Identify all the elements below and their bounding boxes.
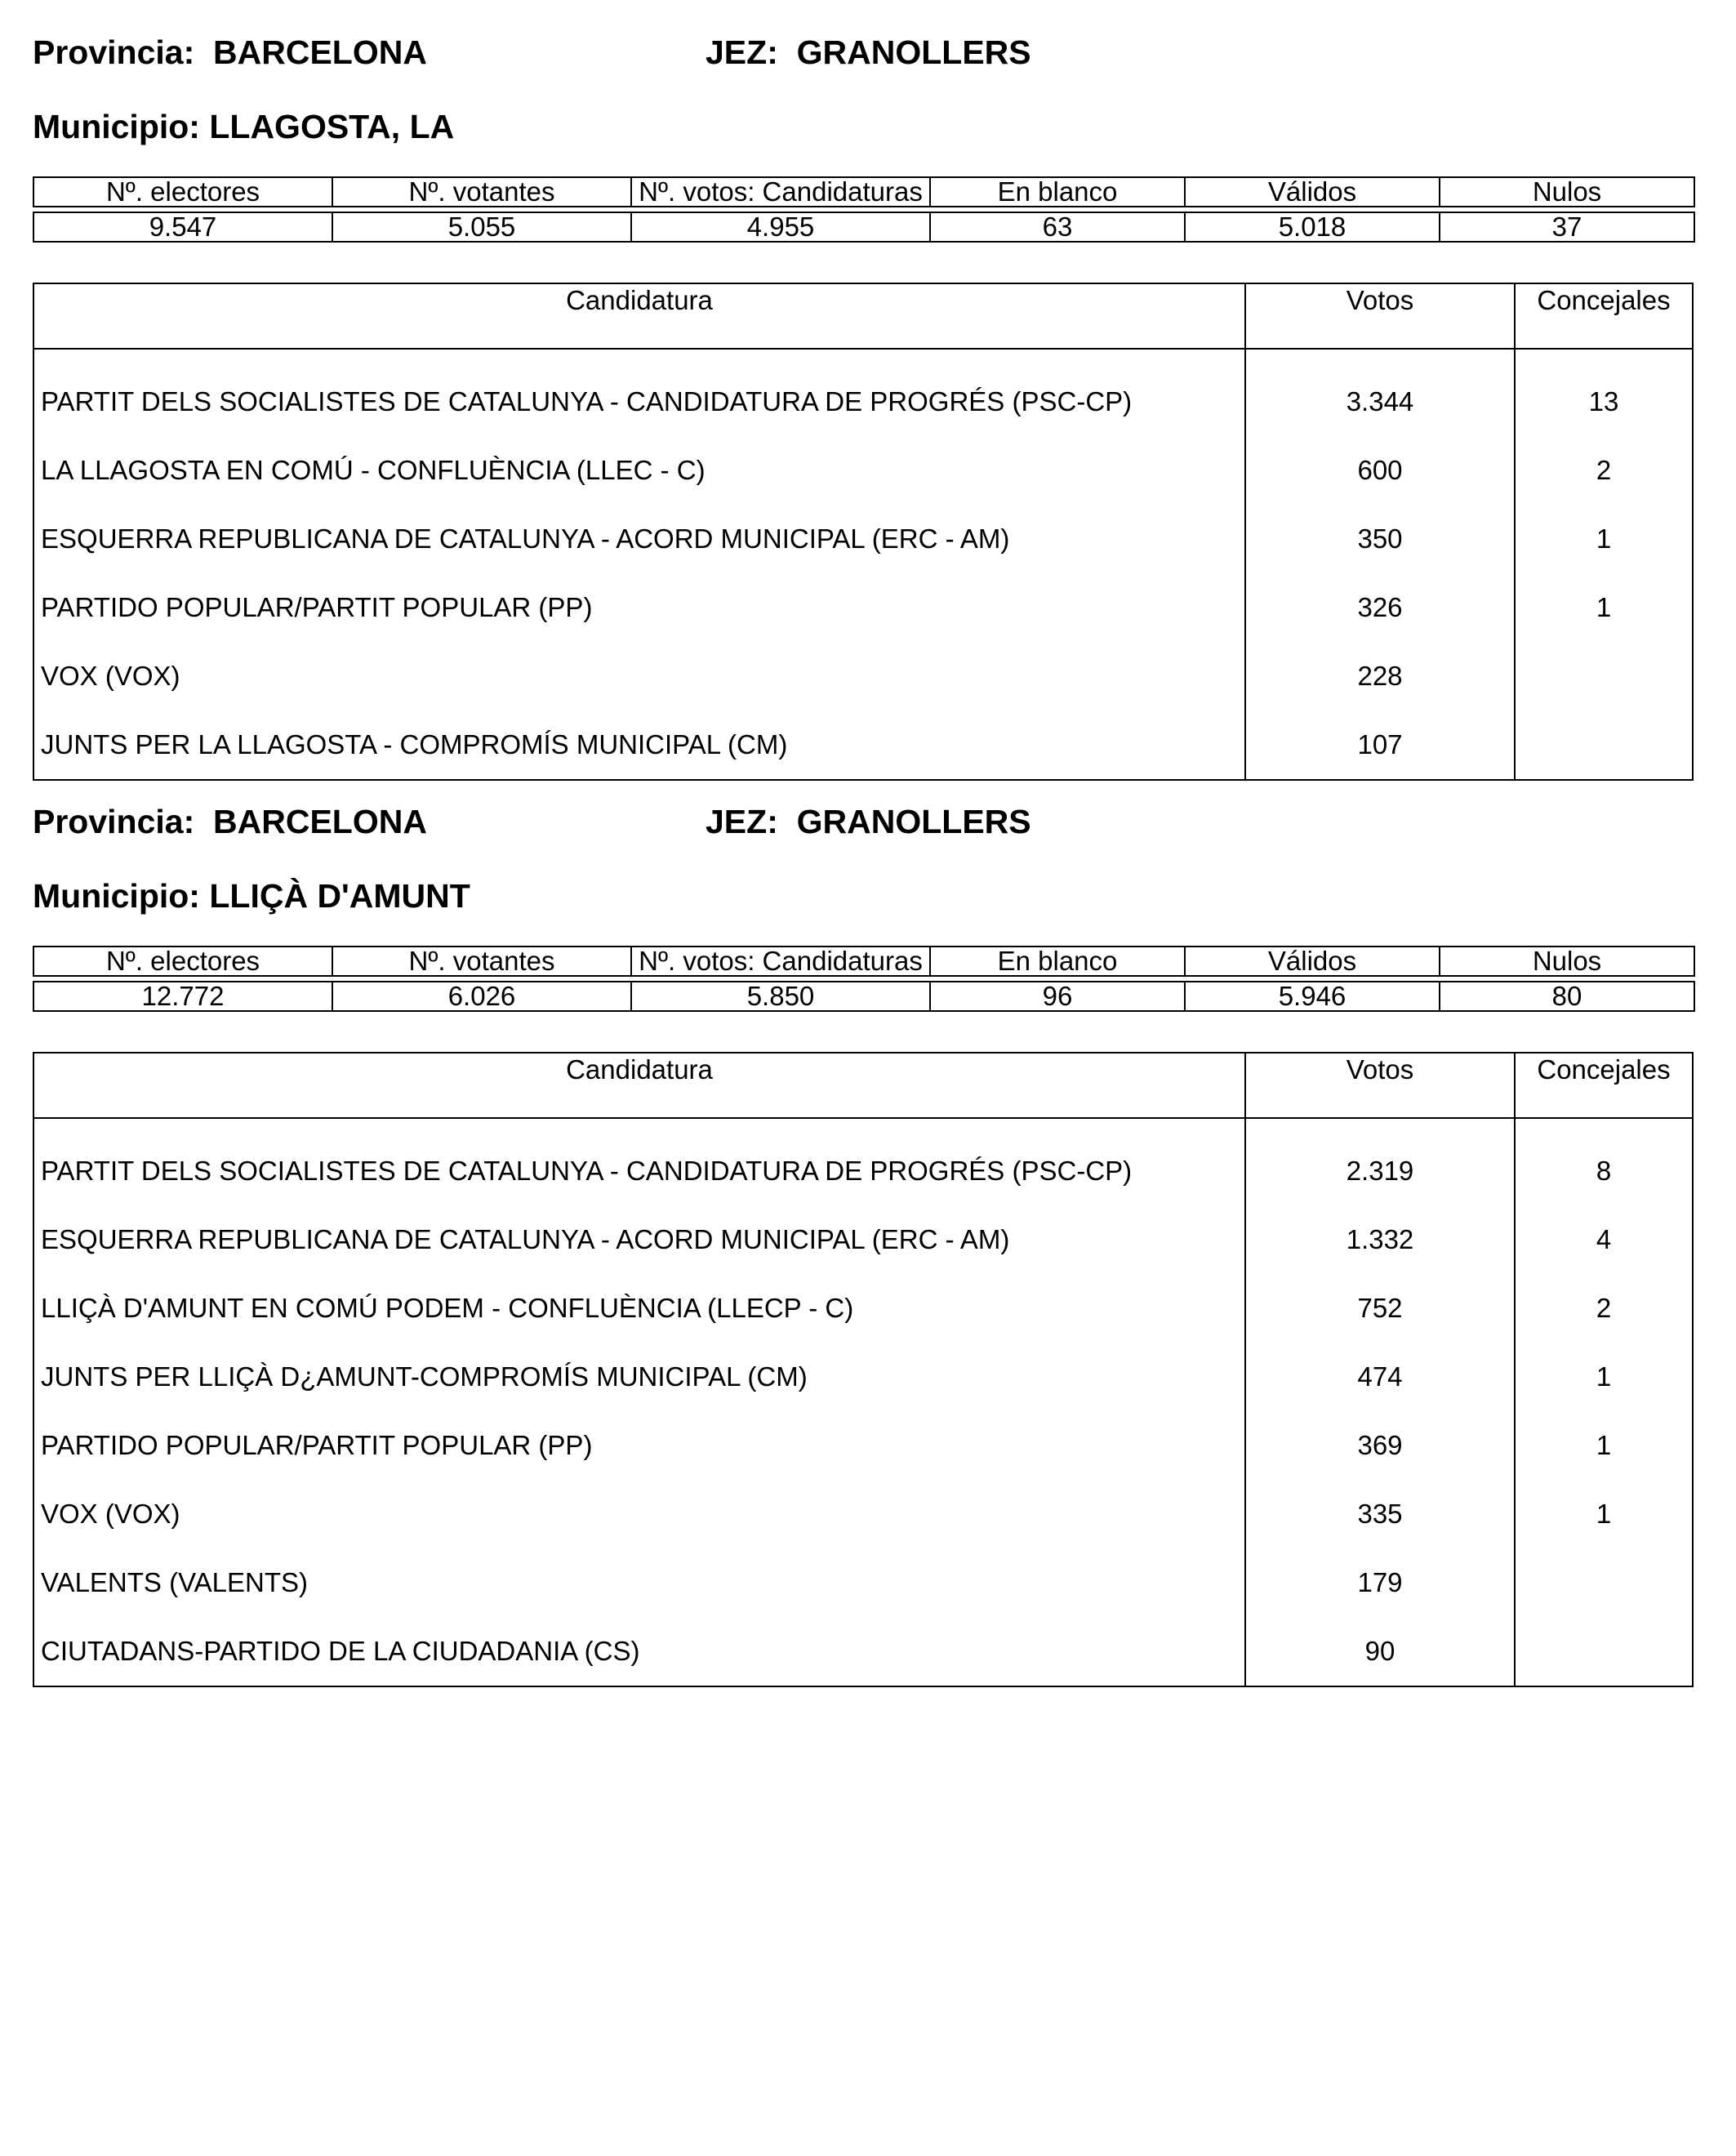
jez-label: JEZ: GRANOLLERS: [706, 33, 1031, 71]
candidatura-votos: 326: [1246, 573, 1516, 642]
candidatura-concejales: 1: [1596, 523, 1612, 554]
stat-header-en-blanco: En blanco: [930, 947, 1185, 976]
stat-header-votantes: Nº. votantes: [332, 947, 631, 976]
candidatura-name: PARTIT DELS SOCIALISTES DE CATALUNYA - CANDIDATURA DE PROGRÉS (PSC-CP): [34, 368, 1246, 436]
stat-header-electores: Nº. electores: [33, 177, 332, 207]
stat-validos: 5.018: [1185, 212, 1440, 242]
stat-votantes: 5.055: [332, 212, 631, 242]
candidatura-votos: 369: [1246, 1411, 1516, 1480]
candidatura-votos: 350: [1246, 505, 1516, 573]
candidatura-concejales: 2: [1596, 455, 1612, 485]
candidatura-name: PARTIT DELS SOCIALISTES DE CATALUNYA - CANDIDATURA DE PROGRÉS (PSC-CP): [34, 1137, 1246, 1205]
stat-votantes: 6.026: [332, 982, 631, 1011]
municipio-label: Municipio: LLIÇÀ D'AMUNT: [33, 877, 470, 915]
municipio-label: Municipio: LLAGOSTA, LA: [33, 108, 455, 145]
candidatura-concejales: [1516, 642, 1692, 710]
table-row: [34, 573, 1692, 642]
candidatura-name: VOX (VOX): [34, 1480, 1246, 1548]
candidatura-votos: 335: [1246, 1480, 1516, 1548]
candidatura-name: LA LLAGOSTA EN COMÚ - CONFLUÈNCIA (LLEC - C): [34, 436, 1246, 505]
candidatura-votos: 107: [1246, 710, 1516, 779]
header-candidatura: Candidatura: [34, 1054, 1246, 1117]
stat-header-validos: Válidos: [1185, 947, 1440, 976]
stat-votos-candidaturas: 5.850: [631, 982, 930, 1011]
candidatura-votos: 3.344: [1246, 368, 1516, 436]
candidatura-name: ESQUERRA REPUBLICANA DE CATALUNYA - ACORD MUNICIPAL (ERC - AM): [34, 505, 1246, 573]
table-row: [34, 1343, 1692, 1411]
header-concejales: Concejales: [1537, 285, 1671, 315]
candidatura-name: CIUTADANS-PARTIDO DE LA CIUDADANIA (CS): [34, 1617, 1246, 1686]
header-concejales: Concejales: [1537, 1054, 1671, 1085]
candidatura-votos: 228: [1246, 642, 1516, 710]
stats-header-row: [33, 177, 1694, 207]
table-row: [34, 1411, 1692, 1480]
results-table: [33, 1052, 1694, 1687]
stat-en-blanco: 63: [930, 212, 1185, 242]
candidatura-concejales: 1: [1596, 1430, 1612, 1460]
candidatura-concejales: 2: [1596, 1293, 1612, 1323]
header-votos: Votos: [1246, 1054, 1516, 1117]
stat-header-validos: Válidos: [1185, 177, 1440, 207]
candidatura-name: JUNTS PER LLIÇÀ D¿AMUNT-COMPROMÍS MUNICIPAL (CM): [34, 1343, 1246, 1411]
candidatura-name: VALENTS (VALENTS): [34, 1548, 1246, 1617]
table-row: [34, 368, 1692, 436]
candidatura-concejales: [1516, 1617, 1692, 1686]
candidatura-name: JUNTS PER LA LLAGOSTA - COMPROMÍS MUNICIPAL (CM): [34, 710, 1246, 779]
stats-table: [33, 176, 1695, 243]
candidatura-concejales: 4: [1596, 1224, 1612, 1254]
table-row: [34, 1617, 1692, 1686]
candidatura-votos: 2.319: [1246, 1137, 1516, 1205]
stat-header-votos-candidaturas: Nº. votos: Candidaturas: [631, 177, 930, 207]
stat-header-votantes: Nº. votantes: [332, 177, 631, 207]
table-row: [34, 642, 1692, 710]
candidatura-concejales: 8: [1596, 1156, 1612, 1186]
stat-votos-candidaturas: 4.955: [631, 212, 930, 242]
stat-nulos: 37: [1440, 212, 1694, 242]
table-row: [34, 1274, 1692, 1343]
results-header-row: [34, 1054, 1692, 1119]
stats-value-row: [33, 212, 1694, 242]
candidatura-name: PARTIDO POPULAR/PARTIT POPULAR (PP): [34, 573, 1246, 642]
candidatura-name: PARTIDO POPULAR/PARTIT POPULAR (PP): [34, 1411, 1246, 1480]
stat-header-nulos: Nulos: [1440, 947, 1694, 976]
candidatura-name: LLIÇÀ D'AMUNT EN COMÚ PODEM - CONFLUÈNCIA (LLECP - C): [34, 1274, 1246, 1343]
table-row: [34, 436, 1692, 505]
table-row: [34, 1205, 1692, 1274]
candidatura-concejales: [1516, 1548, 1692, 1617]
header-votos: Votos: [1246, 284, 1516, 348]
stat-header-en-blanco: En blanco: [930, 177, 1185, 207]
results-header-row: [34, 284, 1692, 350]
candidatura-concejales: 1: [1596, 1361, 1612, 1392]
table-row: [34, 1480, 1692, 1548]
candidatura-votos: 179: [1246, 1548, 1516, 1617]
table-row: [34, 505, 1692, 573]
stats-header-row: [33, 947, 1694, 976]
candidatura-name: VOX (VOX): [34, 642, 1246, 710]
results-table: [33, 283, 1694, 781]
stat-header-nulos: Nulos: [1440, 177, 1694, 207]
provincia-label: Provincia: BARCELONA: [33, 803, 427, 840]
candidatura-votos: 1.332: [1246, 1205, 1516, 1274]
header-candidatura: Candidatura: [34, 284, 1246, 348]
candidatura-concejales: [1516, 710, 1692, 779]
jez-label: JEZ: GRANOLLERS: [706, 803, 1031, 840]
stats-value-row: [33, 982, 1694, 1011]
candidatura-votos: 752: [1246, 1274, 1516, 1343]
candidatura-concejales: 1: [1596, 592, 1612, 622]
candidatura-concejales: 1: [1596, 1499, 1612, 1529]
table-row: [34, 1137, 1692, 1205]
stat-electores: 9.547: [33, 212, 332, 242]
stat-en-blanco: 96: [930, 982, 1185, 1011]
candidatura-name: ESQUERRA REPUBLICANA DE CATALUNYA - ACORD MUNICIPAL (ERC - AM): [34, 1205, 1246, 1274]
candidatura-votos: 90: [1246, 1617, 1516, 1686]
stat-header-electores: Nº. electores: [33, 947, 332, 976]
table-row: [34, 1548, 1692, 1617]
candidatura-concejales: 13: [1588, 386, 1619, 416]
stats-table: [33, 946, 1695, 1012]
candidatura-votos: 474: [1246, 1343, 1516, 1411]
candidatura-votos: 600: [1246, 436, 1516, 505]
stat-validos: 5.946: [1185, 982, 1440, 1011]
stat-electores: 12.772: [33, 982, 332, 1011]
table-row: [34, 710, 1692, 779]
stat-nulos: 80: [1440, 982, 1694, 1011]
stat-header-votos-candidaturas: Nº. votos: Candidaturas: [631, 947, 930, 976]
provincia-label: Provincia: BARCELONA: [33, 33, 427, 71]
